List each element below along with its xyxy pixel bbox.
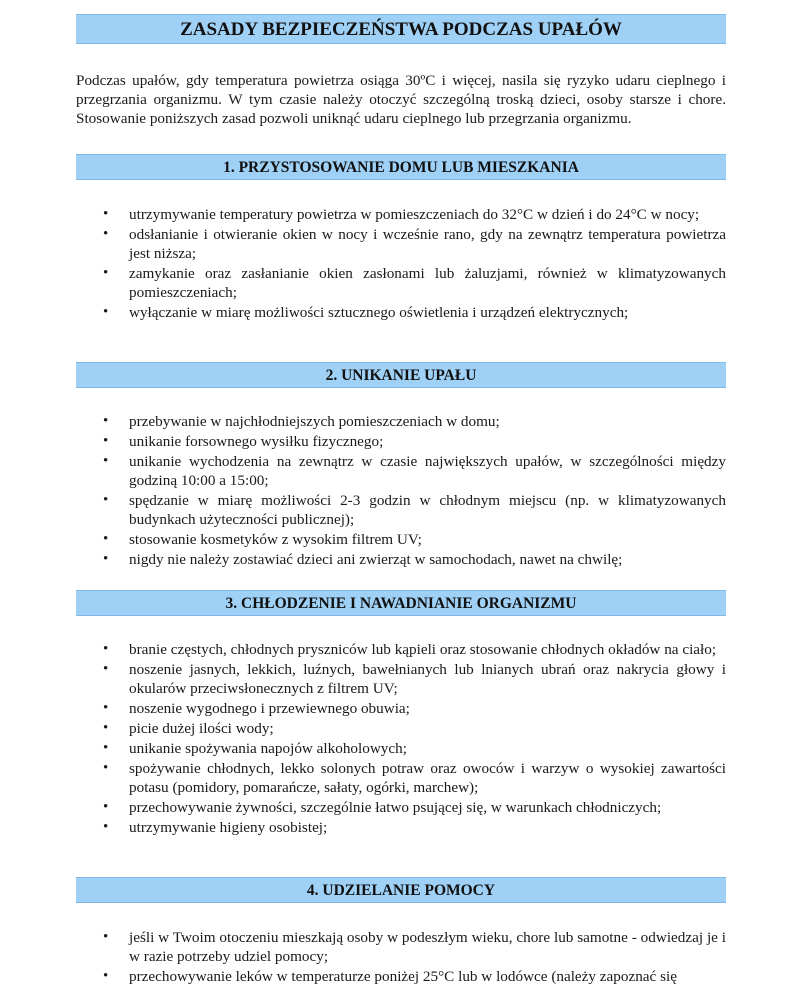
list-item [76,452,726,490]
list-item-text: nigdy nie należy zostawiać dzieci ani zwierząt w samochodach, nawet na chwilę; [129,551,623,568]
bullet-icon: • [103,265,109,281]
list-item-text: unikanie forsownego wysiłku fizycznego; [129,433,384,450]
list-item [76,739,726,758]
list-item [76,225,726,263]
bullet-icon: • [103,413,109,429]
list-item-text: przechowywanie leków w temperaturze poniżej 25°C lub w lodówce (należy zapoznać się [129,968,677,985]
list-item [76,432,726,451]
bullet-icon: • [103,453,109,469]
list-item [76,491,726,529]
list-item-text: noszenie jasnych, lekkich, luźnych, bawełnianych lub lnianych ubrań oraz nakrycia głowy i okularów przeciwsłonecznych z filtrem UV; [129,661,726,697]
bullet-icon: • [103,492,109,508]
section-list-3 [76,640,726,838]
list-item [76,205,726,224]
list-item-text: wyłączanie w miarę możliwości sztucznego oświetlenia i urządzeń elektrycznych; [129,304,629,321]
list-item-text: zamykanie oraz zasłanianie okien zasłonami lub żaluzjami, również w klimatyzowanych pomieszczeniach; [129,265,726,301]
bullet-icon: • [103,720,109,736]
list-item [76,530,726,549]
list-item [76,818,726,837]
bullet-icon: • [103,226,109,242]
section-heading-2: 2. UNIKANIE UPAŁU [76,362,726,388]
bullet-icon: • [103,641,109,657]
document-title: ZASADY BEZPIECZEŃSTWA PODCZAS UPAŁÓW [76,14,726,44]
bullet-icon: • [103,819,109,835]
bullet-icon: • [103,760,109,776]
bullet-icon: • [103,700,109,716]
bullet-icon: • [103,304,109,320]
section-heading-1: 1. PRZYSTOSOWANIE DOMU LUB MIESZKANIA [76,154,726,180]
list-item [76,798,726,817]
list-item-text: unikanie wychodzenia na zewnątrz w czasie największych upałów, w szczególności między godziną 10:00 a 15:00; [129,453,726,489]
intro-paragraph: Podczas upałów, gdy temperatura powietrza osiąga 30ºC i więcej, nasila się ryzyko udaru cieplnego i przegrzania organizmu. W tym czasie należy otoczyć szczególną troską dzieci, osoby starsze i chore. Stosowanie poniższych zasad pozwoli uniknąć udaru cieplnego lub przegrzania organizmu. [76,72,726,127]
bullet-icon: • [103,661,109,677]
list-item-text: branie częstych, chłodnych pryszniców lub kąpieli oraz stosowanie chłodnych okładów na ciało; [129,641,717,658]
bullet-icon: • [103,433,109,449]
section-list-1 [76,205,726,323]
bullet-icon: • [103,799,109,815]
section-heading-4: 4. UDZIELANIE POMOCY [76,877,726,903]
list-item [76,640,726,659]
section-list-2 [76,412,726,570]
bullet-icon: • [103,531,109,547]
list-item [76,759,726,797]
list-item [76,550,726,569]
list-item-text: jeśli w Twoim otoczeniu mieszkają osoby w podeszłym wieku, chore lub samotne - odwiedzaj je i w razie potrzeby udziel pomocy; [129,929,726,965]
section-heading-3: 3. CHŁODZENIE I NAWADNIANIE ORGANIZMU [76,590,726,616]
list-item-text: przebywanie w najchłodniejszych pomieszczeniach w domu; [129,413,500,430]
list-item [76,264,726,302]
list-item [76,303,726,322]
bullet-icon: • [103,968,109,984]
list-item-text: odsłanianie i otwieranie okien w nocy i wcześnie rano, gdy na zewnątrz temperatura powietrza jest niższa; [129,226,726,262]
list-item [76,412,726,431]
list-item-text: unikanie spożywania napojów alkoholowych; [129,740,407,757]
list-item-text: utrzymywanie temperatury powietrza w pomieszczeniach do 32°C w dzień i do 24°C w nocy; [129,206,700,223]
section-list-4 [76,928,726,987]
list-item-text: spożywanie chłodnych, lekko solonych potraw oraz owoców i warzyw o wysokiej zawartości potasu (pomidory, pomarańcze, sałaty, ogórki, marchew); [129,760,726,796]
list-item [76,699,726,718]
bullet-icon: • [103,551,109,567]
bullet-icon: • [103,929,109,945]
list-item [76,928,726,966]
list-item [76,660,726,698]
list-item-text: noszenie wygodnego i przewiewnego obuwia; [129,700,410,717]
list-item [76,719,726,738]
list-item-text: spędzanie w miarę możliwości 2-3 godzin w chłodnym miejscu (np. w klimatyzowanych budynkach użyteczności publicznej); [129,492,726,528]
list-item-text: picie dużej ilości wody; [129,720,274,737]
list-item [76,967,726,986]
list-item-text: utrzymywanie higieny osobistej; [129,819,328,836]
bullet-icon: • [103,206,109,222]
bullet-icon: • [103,740,109,756]
list-item-text: stosowanie kosmetyków z wysokim filtrem UV; [129,531,422,548]
list-item-text: przechowywanie żywności, szczególnie łatwo psującej się, w warunkach chłodniczych; [129,799,662,816]
